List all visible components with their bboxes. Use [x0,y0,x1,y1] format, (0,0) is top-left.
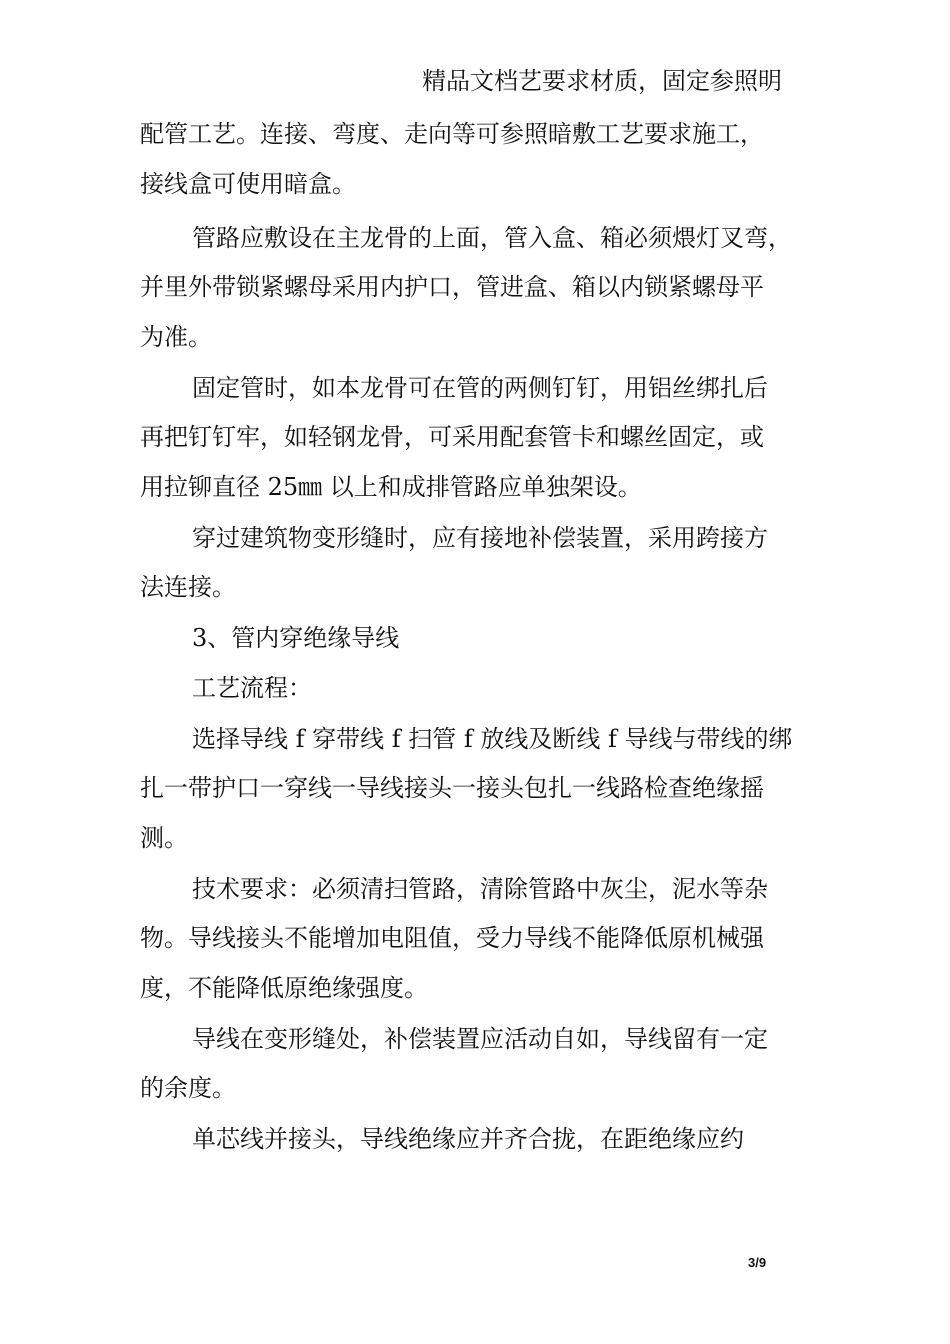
section-heading: 3、管内穿绝缘导线 [192,624,400,652]
paragraph-line: 管路应敷设在主龙骨的上面，管入盒、箱必须煨灯叉弯， [192,224,792,252]
paragraph-line: 度，不能降低原绝缘强度。 [140,974,428,1002]
paragraph-line: 并里外带锁紧螺母采用内护口，管进盒、箱以内锁紧螺母平 [140,273,764,301]
paragraph-line: 测。 [140,824,188,852]
running-header-text: 精品文档艺要求材质，固定参照明 [422,67,782,95]
paragraph-line: 单芯线并接头，导线绝缘应并齐合拢，在距绝缘应约 [192,1125,744,1153]
paragraph-line: 用拉铆直径 25㎜ 以上和成排管路应单独架设。 [140,473,642,501]
paragraph-line: 导线在变形缝处，补偿装置应活动自如，导线留有一定 [192,1025,768,1053]
paragraph-line: 穿过建筑物变形缝时，应有接地补偿装置，采用跨接方 [192,524,768,552]
paragraph-line: 法连接。 [140,573,236,601]
paragraph-line: 工艺流程： [192,674,312,702]
paragraph-line: 为准。 [140,323,212,351]
paragraph-line: 技术要求：必须清扫管路，清除管路中灰尘，泥水等杂 [192,875,768,903]
page-number: 3/9 [748,1255,767,1270]
paragraph-line: 物。导线接头不能增加电阻值，受力导线不能降低原机械强 [140,924,764,952]
paragraph-line: 固定管时，如本龙骨可在管的两侧钉钉，用铝丝绑扎后 [192,374,768,402]
paragraph-line: 再把钉钉牢，如轻钢龙骨，可采用配套管卡和螺丝固定，或 [140,423,764,451]
paragraph-line: 的余度。 [140,1074,236,1102]
paragraph-line: 扎一带护口一穿线一导线接头一接头包扎一线路检查绝缘摇 [140,774,764,802]
paragraph-line: 配管工艺。连接、弯度、走向等可参照暗敷工艺要求施工， [140,120,764,148]
paragraph-line: 选择导线 f 穿带线 f 扫管 f 放线及断线 f 导线与带线的绑 [192,725,793,753]
paragraph-line: 接线盒可使用暗盒。 [140,170,356,198]
